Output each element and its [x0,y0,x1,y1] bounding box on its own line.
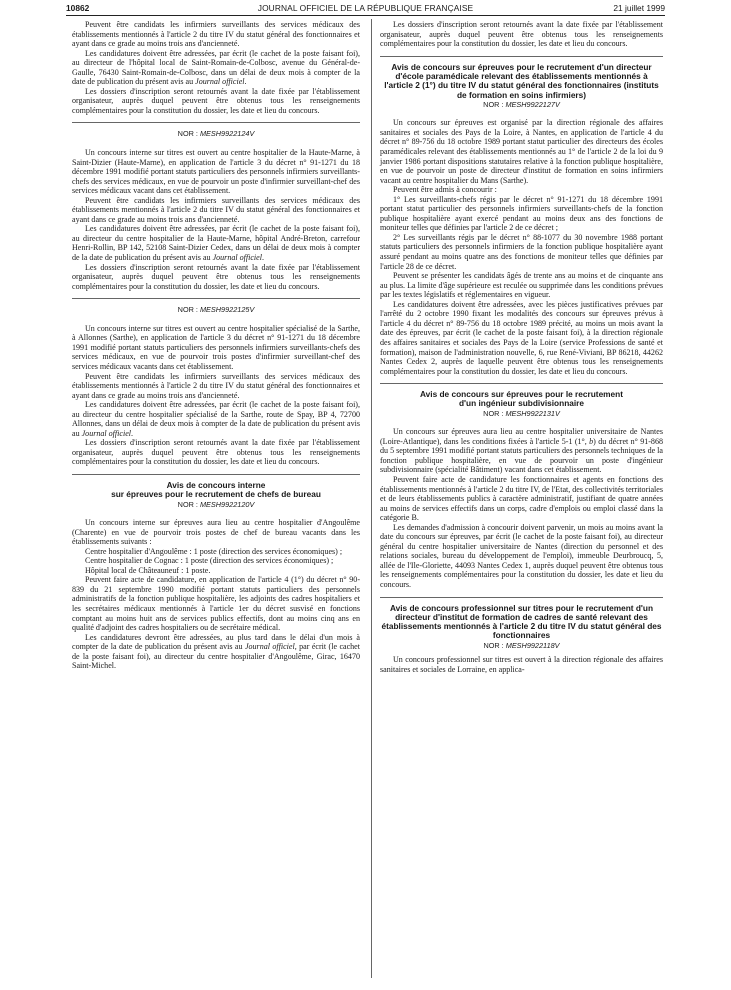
journal-officiel-ref: Journal officiel [81,428,131,438]
journal-title: JOURNAL OFFICIEL DE LA RÉPUBLIQUE FRANÇAISE [257,3,474,13]
nor-reference [72,129,360,139]
text-run: Les candidatures doivent être adressées, par écrit (le cachet de la poste faisant foi), au directeur du centre hospitalier spécialisé de la Sarthe, route de Spay, BP 4, 72700 Allonnes, dans un délai de deux mois à compter de la date de publication du présent avis au [72,400,360,438]
nor-label: NOR : [177,129,200,139]
nor-code: MESH9922131V [505,408,560,418]
notice-title: Avis de concours sur épreuves pour le recrutement [419,389,624,400]
paragraph [72,224,360,262]
nor-label: NOR : [483,99,506,109]
notice-title: Avis de concours interne [166,479,266,490]
paragraph: Peuvent faire acte de candidature les fonctionnaires et agents en fonctions des établissements mentionnés à l'article 2 du titre IV, de l'Etat, des collectivités territoriales et de leurs établissements publics à caractère administratif, justifiant de quatre années au moins de services effectifs dans un corps, cadre d'emplois ou emploi classé dans la catégorie B. [380,475,663,523]
nor-label: NOR : [483,640,506,650]
paragraph: Peuvent faire acte de candidature, en application de l'article 4 (1°) du décret n° 90-839 du 21 septembre 1990 modifié portant statuts particuliers des personnels administratifs de la fonction publique hospitalière, les adjoints des cadres hospitaliers et les secrétaires médicaux mentionnés à l'article 1er du décret susvisé en fonctions comptant au moins huit ans de services publics effectifs, dont au moins cinq ans en qualité d'adjoint des cadres hospitaliers ou de secrétaire médical. [72,575,360,633]
paragraph: Centre hospitalier d'Angoulême : 1 poste (direction des services économiques) ; [85,546,343,556]
journal-officiel-ref: Journal officiel [212,253,262,263]
nor-code: MESH9922118V [505,640,560,650]
nor-reference [380,409,663,419]
paragraph: Les dossiers d'inscription seront retournés avant la date fixée par l'établissement organisateur, auprès duquel peuvent être obtenus tous les renseignements complémentaires pour la constitution du dossier, les date et lieu du concours. [380,20,663,49]
page-number: 10862 [66,3,90,13]
section-rule [380,56,663,57]
journal-officiel-ref: Journal officiel [244,642,295,652]
paragraph: Les demandes d'admission à concourir doivent parvenir, un mois au moins avant la date du concours sur épreuves, par écrit (le cachet de la poste faisant foi), au directeur général du centre hospitalier universitaire de Nantes (direction du personnel et des relations sociales, bureau du développement de l'emploi), immeuble Deurbroucq, 5, allée de l'Ile-Gloriette, 44093 Nantes Cedex 1, auprès duquel peuvent être obtenus tous les renseignements complémentaires pour la constitution du dossier, les date et lieu du concours. [380,522,663,590]
text-run: Les candidatures doivent être adressées, par écrit (le cachet de la poste faisant foi), au directeur de l'hôpital local de Saint-Romain-de-Colbosc, avenue du Général-de-Gaulle, 76430 Saint-Romain-de-Colbosc, dans un délai de deux mois à compter de la date de publication du présent avis au [72,48,360,87]
spacer [380,418,663,427]
journal-officiel-ref: Journal officiel [195,77,245,87]
paragraph: Un concours interne sur épreuves aura lieu au centre hospitalier d'Angoulême (Charente) en vue de pourvoir trois postes de chef de bureau vacants dans les établissements suivants : [72,518,360,547]
nor-code: MESH9922120V [199,499,255,509]
paragraph: Centre hospitalier de Cognac : 1 poste (direction des services économiques) ; [85,556,334,566]
paragraph: Peuvent être candidats les infirmiers surveillants des services médicaux des établissements mentionnés à l'article 2 du titre IV du statut général des fonctionnaires et ayant dans ce grade au moins trois ans d'ancienneté. [72,371,360,400]
section-rule [72,298,360,299]
paragraph: Les candidatures doivent être adressées, avec les pièces justificatives prévues par l'arrêté du 2 octobre 1990 fixant les modalités des concours sur épreuves prévus à l'article 4 du décret n° 89-756 du 18 octobre 1989 précité, au moins un mois avant la date des épreuves, par écrit (le cachet de la poste faisant foi), à la direction régionale des affaires sanitaires et sociales des Pays de la Loire (service Professions de santé et formation), maison de l'administration nouvelle, 6, rue René-Viviani, BP 86218, 44262 Nantes Cedex 2, auprès de laquelle peuvent être obtenus tous les renseignements complémentaires pour la constitution du dossier, les date et lieu du concours. [380,299,663,376]
paragraph: Un concours sur épreuves est organisé par la direction régionale des affaires sanitaires et sociales des Pays de la Loire, à Nantes, en application de l'article 4 du décret n° 89-756 du 18 octobre 1989 portant statut particulier des directeurs des écoles paramédicales relevant des établissements mentionnés au 1° de l'article 2 de la loi du 9 janvier 1986 portant dispositions statutaires relative à la fonction publique hospitalière, en vue de pourvoir un poste de directeur d'institut de formation en soins infirmiers vacant au centre hospitalier du Mans (Sarthe). [380,118,663,185]
paragraph [72,49,360,87]
paragraph: Un concours interne sur titres est ouvert au centre hospitalier spécialisé de la Sarthe, à Allonnes (Sarthe), en application de l'article 3 du décret n° 91-1271 du 18 décembre 1991 modifié portant statuts particuliers des personnels infirmiers surveillants-chefs des services médicaux, en vue de pourvoir trois postes d'infirmier surveillant-chef des services médicaux vacants dans cet établissement. [72,323,360,371]
spacer [380,109,663,118]
paragraph [72,633,360,671]
section-rule [72,474,360,475]
nor-reference [380,641,663,651]
nor-code: MESH9922124V [199,129,255,139]
nor-reference [380,100,663,110]
spacer [72,139,360,148]
text-run: , par écrit (le cachet de la poste faisant foi), au directeur du centre hospitalier d'Angoulême, Girac, 16470 Saint-Michel. [72,642,360,671]
header-rule [66,15,665,16]
paragraph [380,427,663,475]
nor-code: MESH9922125V [199,305,255,315]
text-run: Un concours sur épreuves aura lieu au centre hospitalier universitaire de Nantes (Loire-Atlantique), dans les conditions fixées à l'article 5-1 (1°, [380,427,663,446]
spacer [72,315,360,324]
paragraph: Peuvent être admis à concourir : [393,185,497,195]
section-rule [380,597,663,598]
notice-title: Avis de concours professionnel sur titres pour le recrutement d'un directeur d'institut de formation de cadres de santé relevant des établissements mentionnés à l'article 2 du titre IV du statut général des fonctionnaires [381,602,662,641]
right-column [380,20,663,674]
section-rule [380,383,663,384]
text-run: . [131,428,134,438]
paragraph: Un concours professionnel sur titres est ouvert à la direction régionale des affaires sanitaires et sociales de Lorraine, en applica- [380,655,663,674]
text-run: . [244,77,247,87]
column-divider [371,19,372,978]
nor-reference [72,305,360,315]
nor-label: NOR : [483,408,506,418]
paragraph: Hôpital local de Châteauneuf : 1 poste. [85,565,211,575]
paragraph: Peuvent être candidats les infirmiers surveillants des services médicaux des établissements mentionnés à l'article 2 du titre IV du statut général des fonctionnaires et ayant dans ce grade au moins trois ans d'ancienneté. [72,195,360,224]
nor-code: MESH9922127V [505,99,560,109]
nor-label: NOR : [177,305,200,315]
paragraph: 1° Les surveillants-chefs régis par le décret n° 91-1271 du 18 décembre 1991 portant statut particulier des personnels infirmiers surveillants-chefs de la fonction publique hospitalière ayant exercé pendant au moins deux ans des fonctions de moniteur telles que définies par l'article 2 de ce décret ; [380,194,663,233]
text-run: ) du décret n° 91-868 du 5 septembre 1991 modifié portant statuts particuliers des personnels techniques de la fonction publique hospitalière, en vue de pourvoir un poste d'ingénieur subdivisionnaire (spécialité Bâtiment) vacant dans cet établissement. [380,436,664,475]
publication-date: 21 juillet 1999 [613,3,665,13]
section-rule [72,122,360,123]
spacer [72,509,360,518]
paragraph: Peuvent être candidats les infirmiers surveillants des services médicaux des établissements mentionnés à l'article 2 du titre IV du statut général des fonctionnaires et ayant dans ce grade au moins trois ans d'ancienneté. [72,20,360,49]
nor-reference [72,500,360,510]
nor-label: NOR : [177,499,200,509]
paragraph: 2° Les surveillants régis par le décret n° 88-1077 du 30 novembre 1988 portant statuts particuliers des personnels infirmiers de la fonction publique hospitalière ayant assuré pendant au moins quatre ans des fonctions de moniteur telles que définies par l'article 28 de ce décret. [380,232,663,271]
paragraph: Les dossiers d'inscription seront retournés avant la date fixée par l'établissement organisateur, auprès duquel peuvent être obtenus tous les renseignements complémentaires pour la constitution du dossier, les date et lieu du concours. [72,86,360,115]
paragraph: Les dossiers d'inscription seront retournés avant la date fixée par l'établissement organisateur, auprès duquel peuvent être obtenus tous les renseignements complémentaires pour la constitution du dossier, les date et lieu du concours. [72,262,360,291]
paragraph: Les dossiers d'inscription seront retournés avant la date fixée par l'établissement organisateur, auprès duquel peuvent être obtenus tous les renseignements complémentaires pour la constitution du dossier, les date et lieu du concours. [72,438,360,467]
text-run: Les candidatures devront être adressées, au plus tard dans le délai d'un mois à compter de la date de publication du présent avis au [72,632,360,652]
paragraph: Peuvent se présenter les candidats âgés de trente ans au moins et de cinquante ans au plus. La limite d'âge supérieure est reculée ou supprimée dans les conditions prévues par les textes législatifs et réglementaires en vigueur. [380,271,663,300]
paragraph [72,400,360,438]
notice-title: Avis de concours sur épreuves pour le recrutement d'un directeur d'école paramédicale relevant des établissements mentionnés à l'article 2 (1°) du titre IV du statut général des fonctionnaires (instituts de formation en soins infirmiers) [384,61,659,100]
italic-letter: b [589,436,594,446]
notice-title: d'un ingénieur subdivisionnaire [458,398,585,409]
paragraph: Un concours interne sur titres est ouvert au centre hospitalier de la Haute-Marne, à Saint-Dizier (Haute-Marne), en application de l'article 3 du décret n° 91-1271 du 18 décembre 1991 modifié portant statuts particuliers des personnels infirmiers surveillants-chefs des services médicaux, en vue de pourvoir un poste d'infirmier surveillant-chef des services médicaux vacant dans cet établissement. [72,148,360,196]
text-run: Les candidatures doivent être adressées, par écrit (le cachet de la poste faisant foi), au directeur du centre hospitalier de la Haute-Marne, hôpital André-Breton, carrefour Henri-Rollin, BP 142, 52108 Saint-Dizier Cedex, dans un délai de deux mois à compter de la date de publication du présent avis au [72,224,360,263]
text-run: . [261,253,264,263]
left-column [72,20,360,671]
notice-title: sur épreuves pour le recrutement de chefs de bureau [111,489,321,500]
